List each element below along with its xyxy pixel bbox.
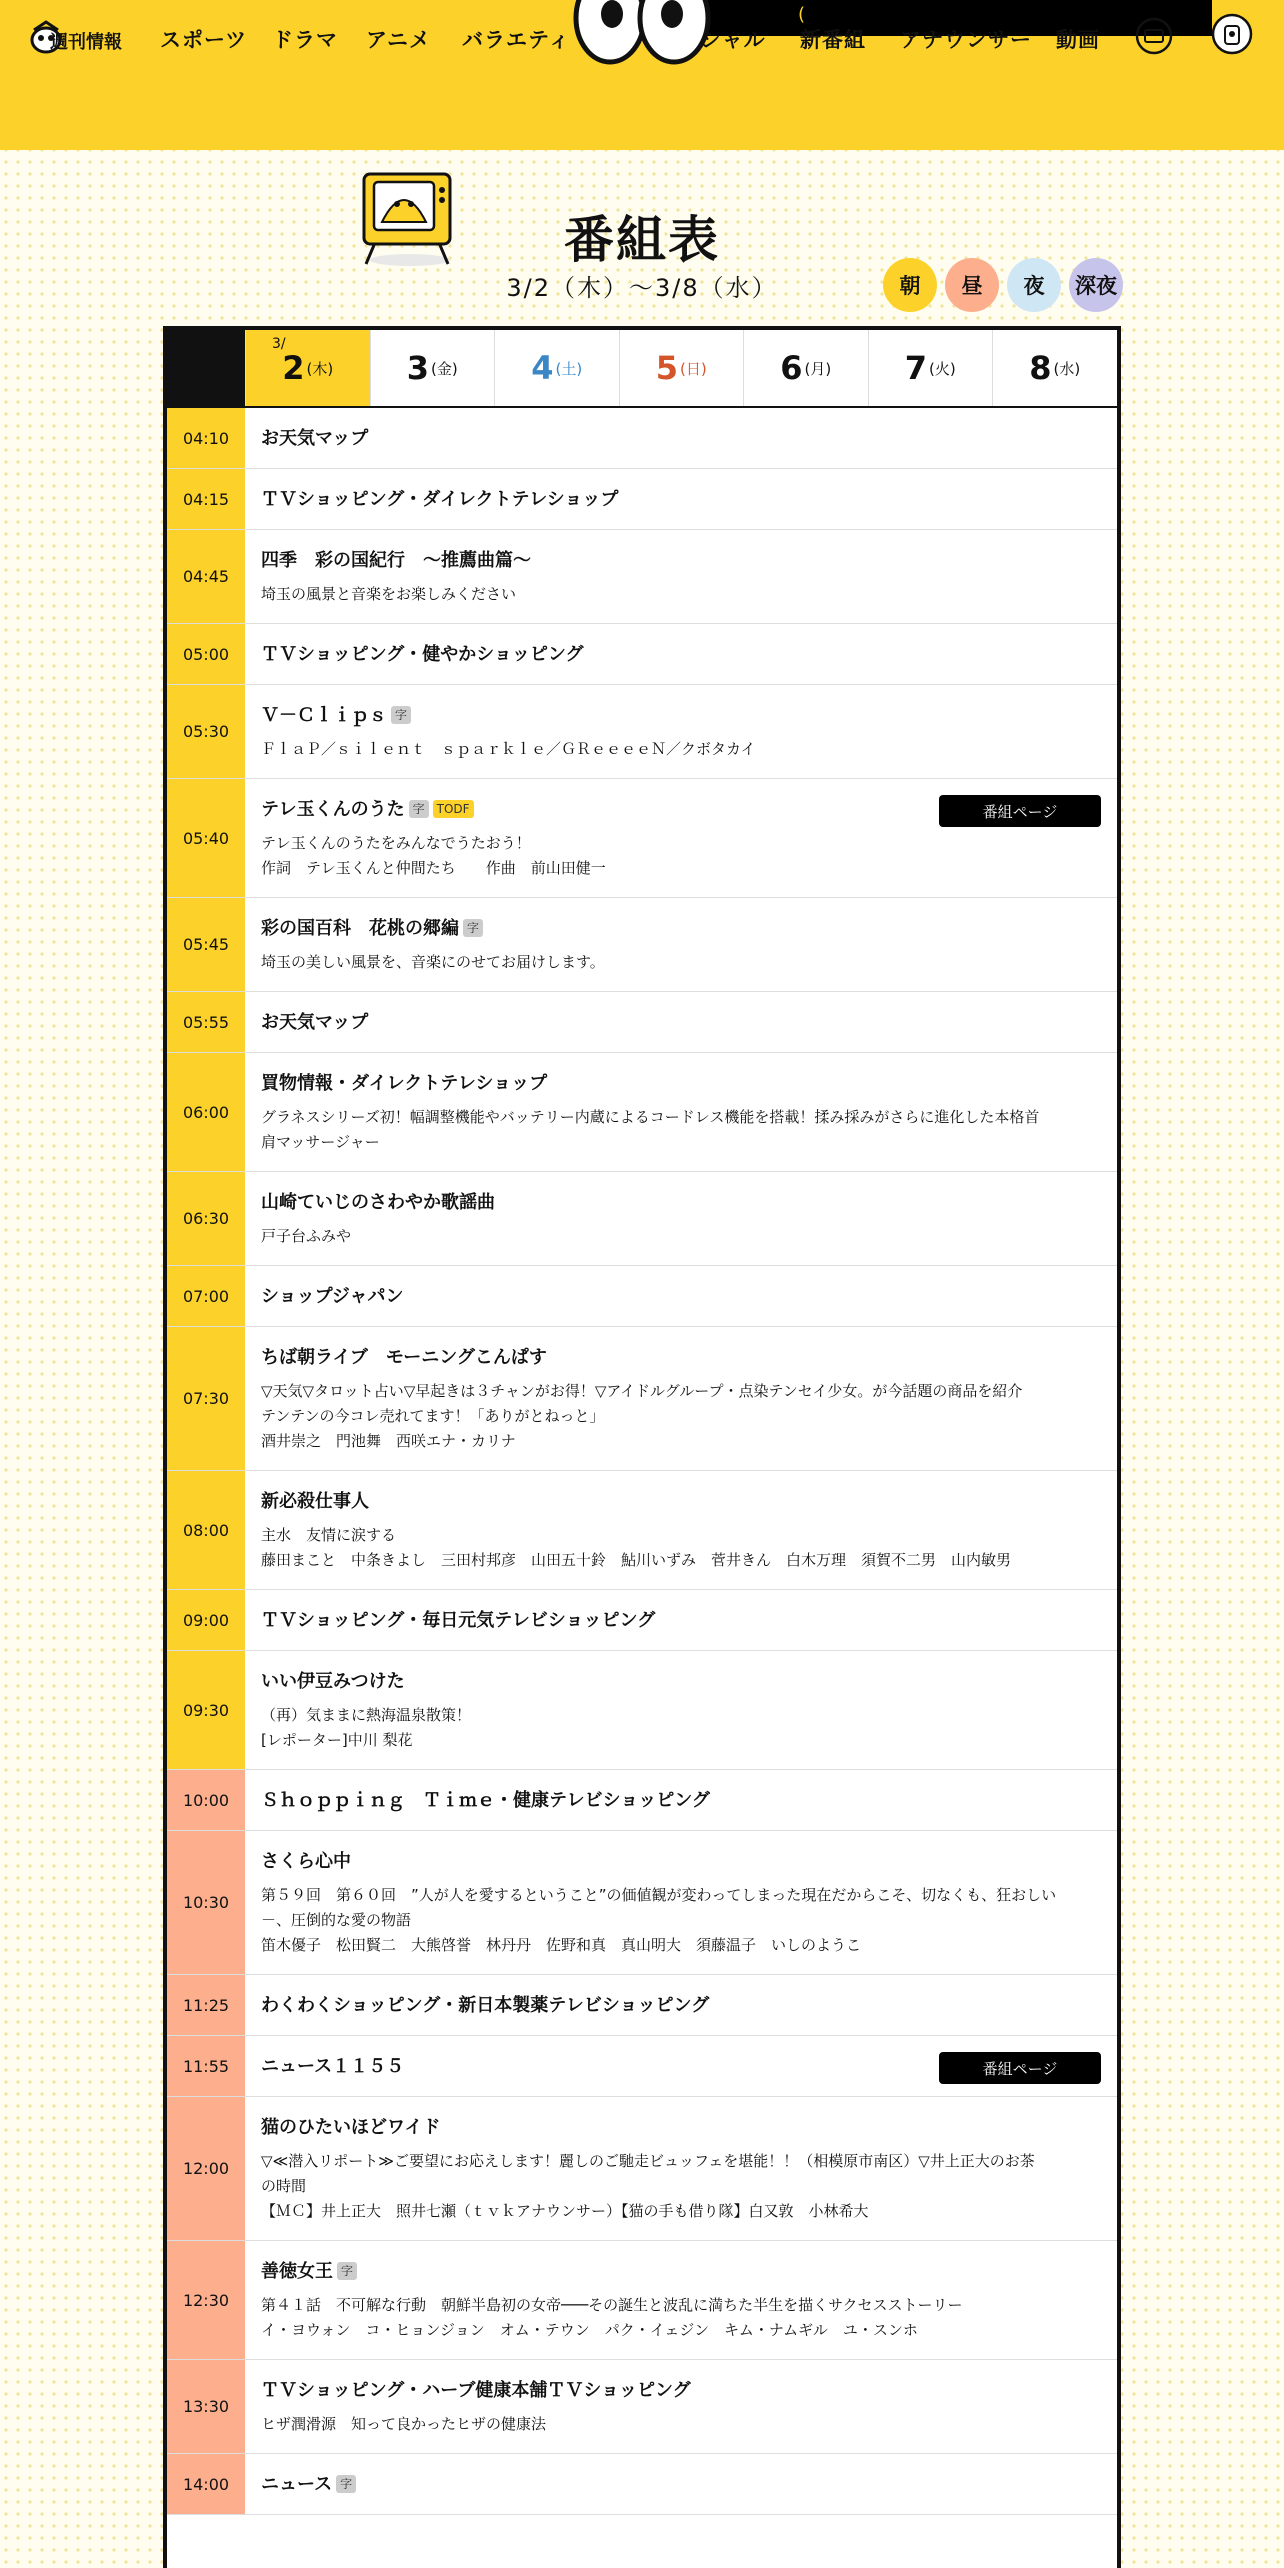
description-line: ＦｌａＰ／ｓｉｌｅｎｔ ｓｐａｒｋｌｅ／ＧＲｅｅｅｅＮ／クボタカイ — [261, 740, 756, 758]
tod-noon-button[interactable]: 昼 — [945, 258, 999, 312]
description-line: [レポーター]中川 梨花 — [261, 1731, 413, 1749]
program-description — [261, 1379, 1101, 1454]
program-body — [245, 2097, 1117, 2240]
program-time: 06:00 — [167, 1053, 245, 1171]
program-description — [261, 950, 1101, 975]
program-row[interactable] — [167, 2241, 1117, 2360]
program-row[interactable] — [167, 779, 1117, 898]
program-description — [261, 1523, 1101, 1573]
program-row[interactable] — [167, 1327, 1117, 1471]
program-description — [261, 737, 1101, 762]
description-line: －、圧倒的な愛の物語 — [261, 1911, 412, 1929]
program-row[interactable] — [167, 624, 1117, 685]
program-title-line — [261, 1190, 1101, 1216]
schedule-table — [163, 326, 1121, 2568]
program-body — [245, 469, 1117, 529]
program-title[interactable]: Ｓｈｏｐｐｉｎｇ Ｔｉｍｅ・健康テレビショッピング — [261, 1790, 710, 1811]
description-line: 藤田まこと 中条きよし 三田村邦彦 山田五十鈴 鮎川いずみ 菅井きん 白木万理 須賀不二男 山内敏男 — [261, 1551, 1012, 1569]
program-description — [261, 2149, 1101, 2224]
program-body — [245, 530, 1117, 623]
program-title[interactable]: ショップジャパン — [261, 1286, 404, 1307]
day-tab-number: 7 — [904, 349, 928, 387]
day-tab-3[interactable] — [370, 330, 495, 406]
program-time: 05:45 — [167, 898, 245, 991]
nav-new-programs[interactable]: 新番組 — [800, 28, 866, 52]
program-title-line — [261, 1071, 1101, 1097]
program-title-line — [261, 1284, 1101, 1310]
program-row[interactable] — [167, 1266, 1117, 1327]
program-row[interactable] — [167, 1975, 1117, 2036]
program-title[interactable]: ＴＶショッピング・ダイレクトテレショップ — [261, 489, 619, 510]
day-tab-number: 3 — [406, 349, 430, 387]
program-body — [245, 1975, 1117, 2035]
description-line: （再）気ままに熱海温泉散策！ — [261, 1706, 472, 1724]
description-line: ▽天気▽タロット占い▽早起きは３チャンがお得！▽アイドルグループ・点染テンセイ少女。が今話題の商品を紹介 — [261, 1382, 1023, 1400]
program-time: 09:00 — [167, 1590, 245, 1650]
program-body — [245, 1053, 1117, 1171]
program-row[interactable] — [167, 1651, 1117, 1770]
program-time: 10:00 — [167, 1770, 245, 1830]
subtitle-badge: 字 — [336, 2475, 356, 2493]
day-tab-number: 5 — [655, 349, 679, 387]
program-title-line — [261, 2378, 1101, 2404]
program-title-line — [261, 2115, 1101, 2141]
program-title[interactable]: 買物情報・ダイレクトテレショップ — [261, 1073, 548, 1094]
description-line: 肩マッサージャー — [261, 1133, 380, 1151]
description-line: イ・ヨウォン コ・ヒョンジョン オム・テウン パク・イェジン キム・ナムギル ユ・スンホ — [261, 2321, 918, 2339]
program-row[interactable] — [167, 1770, 1117, 1831]
mascot-badge-icon[interactable] — [1210, 12, 1254, 56]
program-title[interactable]: さくら心中 — [261, 1851, 351, 1872]
program-time: 08:00 — [167, 1471, 245, 1589]
program-time: 12:30 — [167, 2241, 245, 2359]
program-title-line — [261, 548, 1101, 574]
day-tab-2[interactable] — [245, 330, 370, 406]
day-tab-weekday: (月) — [804, 359, 832, 378]
tod-night-button[interactable]: 夜 — [1007, 258, 1061, 312]
todf-badge: TODF — [433, 800, 474, 818]
program-body — [245, 624, 1117, 684]
program-title[interactable]: ちば朝ライブ モーニングこんぱす — [261, 1347, 547, 1368]
description-line: 戸子台ふみや — [261, 1227, 352, 1245]
tod-late-night-button[interactable]: 深夜 — [1069, 258, 1123, 312]
nav-sports[interactable]: スポーツ — [160, 28, 248, 52]
program-row[interactable] — [167, 1590, 1117, 1651]
program-row[interactable] — [167, 1831, 1117, 1975]
program-body — [245, 1172, 1117, 1265]
program-description — [261, 1703, 1101, 1753]
program-row[interactable] — [167, 898, 1117, 992]
program-body — [245, 898, 1117, 991]
description-line: 笛木優子 松田賢二 大熊啓誉 林丹丹 佐野和真 真山明大 須藤温子 いしのようこ — [261, 1936, 862, 1954]
program-title[interactable]: ニュース — [261, 2474, 333, 2495]
program-title-line — [261, 426, 1101, 452]
program-body — [245, 992, 1117, 1052]
program-title[interactable]: ＴＶショッピング・健やかショッピング — [261, 644, 584, 665]
day-tab-4[interactable] — [494, 330, 619, 406]
program-time: 05:30 — [167, 685, 245, 778]
program-row[interactable] — [167, 2036, 1117, 2097]
program-row[interactable] — [167, 469, 1117, 530]
subtitle-badge: 字 — [391, 706, 411, 724]
global-nav — [0, 0, 1284, 80]
nav-videos[interactable]: 動画 — [1056, 28, 1100, 52]
program-time: 10:30 — [167, 1831, 245, 1974]
program-page-button[interactable]: 番組ページ — [939, 795, 1101, 827]
day-tab-weekday: (火) — [929, 359, 956, 378]
description-line: テンテンの今コレ売れてます！「ありがとねっと」 — [261, 1407, 605, 1425]
program-row[interactable] — [167, 408, 1117, 469]
program-body — [245, 408, 1117, 468]
program-description — [261, 2293, 1101, 2343]
program-title-line — [261, 1489, 1101, 1515]
program-title[interactable]: 四季 彩の国紀行 ～推薦曲篇～ — [261, 550, 531, 571]
program-row[interactable] — [167, 1172, 1117, 1266]
program-time: 09:30 — [167, 1651, 245, 1769]
description-line: グラネスシリーズ初！幅調整機能やバッテリー内蔵によるコードレス機能を搭載！揉み採みがさらに進化した本格首 — [261, 1108, 1040, 1126]
program-title-line — [261, 703, 1101, 729]
description-line: ▽≪潜入リポート≫ご要望にお応えします！麗しのご馳走ビュッフェを堪能！！（相模原市南区）▽井上正大のお茶 — [261, 2152, 1035, 2170]
program-title-line — [261, 1849, 1101, 1875]
program-title-line — [261, 2472, 1101, 2498]
program-title[interactable]: お天気マップ — [261, 1012, 369, 1033]
paren-mark: ( — [798, 4, 806, 25]
program-title[interactable]: 新必殺仕事人 — [261, 1491, 369, 1512]
program-body — [245, 1590, 1117, 1650]
program-body — [245, 1651, 1117, 1769]
nav-drama[interactable]: ドラマ — [272, 28, 338, 52]
program-body — [245, 1266, 1117, 1326]
description-line: 作詞 テレ玉くんと仲間たち 作曲 前山田健一 — [261, 859, 606, 877]
day-tab-number: 4 — [531, 349, 554, 387]
day-tab-month: 3/ — [272, 336, 286, 352]
day-tab-weekday: (土) — [555, 359, 583, 378]
day-tab-6[interactable] — [743, 330, 868, 406]
program-row[interactable] — [167, 685, 1117, 779]
program-title[interactable]: テレ玉くんのうた — [261, 799, 405, 820]
program-title[interactable]: 猫のひたいほどワイド — [261, 2117, 441, 2138]
program-time: 07:30 — [167, 1327, 245, 1470]
header-zigzag-edge — [0, 125, 1284, 151]
program-time: 07:00 — [167, 1266, 245, 1326]
program-row[interactable] — [167, 1053, 1117, 1172]
program-body — [245, 2454, 1117, 2514]
program-time: 05:00 — [167, 624, 245, 684]
program-title-line — [261, 1993, 1101, 2019]
nav-anime[interactable]: アニメ — [366, 28, 431, 52]
program-description — [261, 1105, 1101, 1155]
day-tab-weekday: (木) — [306, 359, 334, 378]
description-line: 【ＭＣ】井上正大 照井七瀬（ｔｖｋアナウンサー）【猫の手も借り隊】白又敦 小林希大 — [261, 2202, 869, 2220]
subtitle-badge: 字 — [463, 919, 483, 937]
subtitle-badge: 字 — [337, 2262, 357, 2280]
program-title[interactable]: ＴＶショッピング・ハーブ健康本舗ＴＶショッピング — [261, 2380, 691, 2401]
tv-guide-icon[interactable] — [1134, 16, 1174, 56]
program-time: 11:55 — [167, 2036, 245, 2096]
program-time: 05:55 — [167, 992, 245, 1052]
program-title-line — [261, 916, 1101, 942]
program-title-line — [261, 1345, 1101, 1371]
program-title-line — [261, 1669, 1101, 1695]
description-line: 埼玉の風景と音楽をお楽しみください — [261, 585, 517, 603]
program-title[interactable]: いい伊豆みつけた — [261, 1671, 405, 1692]
tod-morning-button[interactable]: 朝 — [883, 258, 937, 312]
program-body — [245, 2241, 1117, 2359]
program-time: 06:30 — [167, 1172, 245, 1265]
description-line: 第５９回 第６０回 ”人が人を愛するということ”の価値観が変わってしまった現在だからこそ、切なくも、狂おしい — [261, 1886, 1057, 1904]
day-tab-number: 2 — [282, 349, 305, 387]
day-tab-7[interactable] — [868, 330, 993, 406]
program-list — [167, 408, 1117, 2515]
description-line: テレ玉くんのうたをみんなでうたおう！ — [261, 834, 531, 852]
program-time: 04:15 — [167, 469, 245, 529]
program-title-line — [261, 642, 1101, 668]
program-title[interactable]: お天気マップ — [261, 428, 369, 449]
description-line: 酒井崇之 門池舞 西咲エナ・カリナ — [261, 1432, 516, 1450]
program-row[interactable] — [167, 992, 1117, 1053]
program-row[interactable] — [167, 2360, 1117, 2454]
program-description — [261, 831, 1101, 881]
mascot-eyes-icon — [572, 0, 712, 65]
day-corner — [167, 330, 245, 406]
program-description — [261, 2412, 1101, 2437]
program-time: 11:25 — [167, 1975, 245, 2035]
day-tab-number: 8 — [1029, 349, 1052, 387]
program-title[interactable]: 彩の国百科 花桃の郷編 — [261, 918, 459, 939]
day-tab-weekday: (水) — [1053, 359, 1081, 378]
day-tab-8[interactable] — [992, 330, 1117, 406]
program-time: 12:00 — [167, 2097, 245, 2240]
nav-announcers[interactable]: アナウンサー — [900, 28, 1032, 52]
program-time: 04:10 — [167, 408, 245, 468]
program-body — [245, 2360, 1117, 2453]
program-title[interactable]: ＴＶショッピング・毎日元気テレビショッピング — [261, 1610, 656, 1631]
day-tab-5[interactable] — [619, 330, 744, 406]
program-title-line — [261, 1010, 1101, 1036]
program-title-line — [261, 1788, 1101, 1814]
program-title[interactable]: ニュース１１５５ — [261, 2056, 405, 2077]
program-title-line — [261, 487, 1101, 513]
program-title[interactable]: 善徳女王 — [261, 2261, 333, 2282]
description-line: 埼玉の美しい風景を、音楽にのせてお届けします。 — [261, 953, 605, 971]
program-body — [245, 685, 1117, 778]
program-page-button[interactable]: 番組ページ — [939, 2052, 1101, 2084]
program-title-line — [261, 2259, 1101, 2285]
program-body — [245, 1471, 1117, 1589]
program-time: 05:40 — [167, 779, 245, 897]
program-row[interactable] — [167, 530, 1117, 624]
logo-text: 週刊情報 — [50, 32, 122, 53]
program-row[interactable] — [167, 2454, 1117, 2515]
program-description — [261, 582, 1101, 607]
program-description — [261, 1883, 1101, 1958]
program-title-line — [261, 1608, 1101, 1634]
description-line: ヒザ潤滑源 知って良かったヒザの健康法 — [261, 2415, 547, 2433]
program-body — [245, 1770, 1117, 1830]
description-line: 第４１話 不可解な行動 朝鮮半島初の女帝───その誕生と波乱に満ちた半生を描くサクセスストーリー — [261, 2296, 963, 2314]
subtitle-badge: 字 — [409, 800, 429, 818]
program-title[interactable]: わくわくショッピング・新日本製薬テレビショッピング — [261, 1995, 710, 2016]
nav-variety[interactable]: バラエティ — [462, 28, 571, 52]
day-tab-weekday: (日) — [680, 359, 707, 378]
day-tab-weekday: (金) — [431, 359, 458, 378]
day-tab-number: 6 — [780, 349, 803, 387]
site-header — [0, 0, 1284, 150]
date-range: 3/2（木）〜3/8（水） — [506, 274, 778, 302]
program-row[interactable] — [167, 1471, 1117, 1590]
program-title[interactable]: Ｖ－Ｃｌｉｐｓ — [261, 705, 387, 726]
program-description — [261, 1224, 1101, 1249]
day-tabs — [167, 330, 1117, 408]
nav-special[interactable]: シャル — [700, 28, 766, 52]
program-body — [245, 1327, 1117, 1470]
page-title: 番組表 — [564, 211, 720, 269]
program-body — [245, 1831, 1117, 1974]
program-time: 04:45 — [167, 530, 245, 623]
description-line: 主水 友情に涙する — [261, 1526, 397, 1544]
program-title[interactable]: 山崎ていじのさわやか歌謡曲 — [261, 1192, 495, 1213]
description-line: の時間 — [261, 2177, 307, 2195]
program-time: 14:00 — [167, 2454, 245, 2514]
program-row[interactable] — [167, 2097, 1117, 2241]
program-time: 13:30 — [167, 2360, 245, 2453]
